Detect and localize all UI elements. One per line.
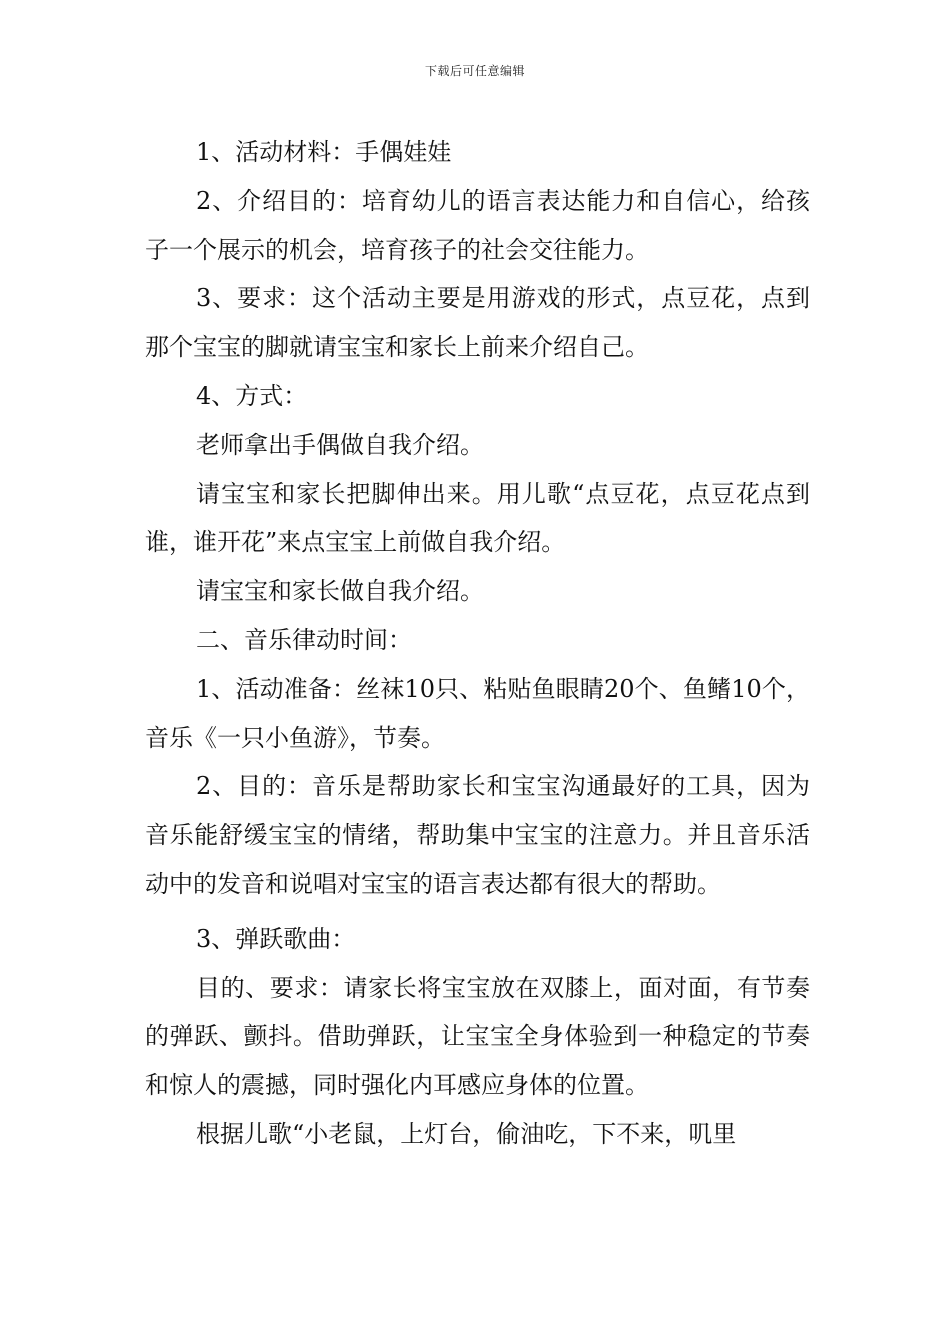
paragraph-method: 4、方式： (196, 381, 308, 410)
paragraph-requirement: 3、要求：这个活动主要是用游戏的形式，点豆花，点到那个宝宝的脚就请宝宝和家长上前来介绍自己。 (145, 284, 810, 362)
paragraph-nursery-rhyme: 请宝宝和家长把脚伸出来。用儿歌“点豆花，点豆花点到谁，谁开花”来点宝宝上前做自我介绍。 (145, 479, 810, 557)
section-heading-music: 二、音乐律动时间： (196, 625, 412, 654)
paragraph-self-intro: 请宝宝和家长做自我介绍。 (196, 577, 484, 606)
paragraph-bounce-song: 3、弹跃歌曲： (196, 924, 356, 953)
paragraph-rhyme-mouse: 根据儿歌“小老鼠，上灯台，偷油吃，下不来，叽里 (196, 1119, 737, 1148)
document-body (145, 128, 810, 1159)
paragraph-teacher-intro: 老师拿出手偶做自我介绍。 (196, 430, 484, 459)
paragraph-material: 1、活动材料：手偶娃娃 (196, 138, 452, 166)
paragraph-music-purpose: 2、目的：音乐是帮助家长和宝宝沟通最好的工具，因为音乐能舒缓宝宝的情绪，帮助集中宝宝的注意力。并且音乐活动中的发音和说唱对宝宝的语言表达都有很大的帮助。 (145, 772, 810, 898)
paragraph-bounce-purpose: 目的、要求：请家长将宝宝放在双膝上，面对面，有节奏的弹跃、颤抖。借助弹跃，让宝宝全身体验到一种稳定的节奏和惊人的震撼，同时强化内耳感应身体的位置。 (145, 973, 810, 1100)
paragraph-purpose: 2、介绍目的：培育幼儿的语言表达能力和自信心，给孩子一个展示的机会，培育孩子的社会交往能力。 (145, 186, 810, 264)
paragraph-music-preparation: 1、活动准备：丝袜10只、粘贴鱼眼睛20个、鱼鳍10个，音乐《一只小鱼游》，节奏。 (145, 674, 810, 752)
page-header: 下载后可任意编辑 (424, 64, 525, 78)
